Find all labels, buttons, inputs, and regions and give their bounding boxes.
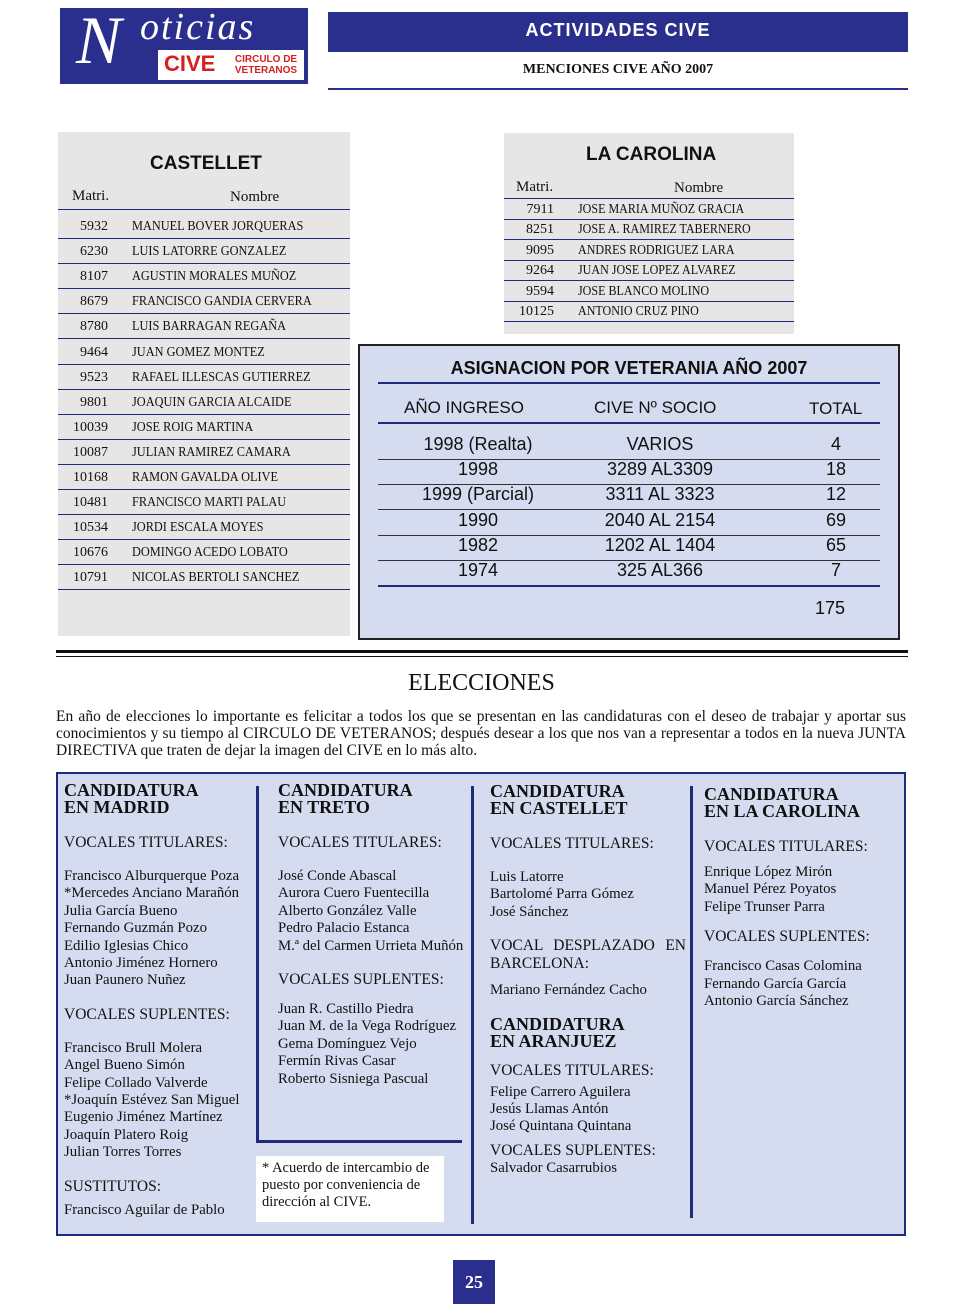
candidate-name: José Quintana Quintana xyxy=(490,1118,632,1135)
candidate-name: Felipe Trunser Parra xyxy=(704,898,825,915)
nombre-cell: JOSE BLANCO MOLINO xyxy=(578,283,710,299)
madrid-sustitutos-label: SUSTITUTOS: xyxy=(64,1177,162,1195)
castellet-desplazado-label: VOCAL DESPLAZADO EN BARCELONA: xyxy=(490,937,686,973)
madrid-titulares-label: VOCALES TITULARES: xyxy=(64,834,228,851)
logo-word: oticias xyxy=(140,6,256,48)
castellet-titulares-list xyxy=(490,869,686,921)
asignacion-head-rule xyxy=(378,422,880,424)
asignacion-total-cell: 69 xyxy=(825,509,847,530)
nombre-cell: JOSE MARIA MUÑOZ GRACIA xyxy=(578,202,745,217)
nombre-cell: DOMINGO ACEDO LOBATO xyxy=(132,545,288,561)
page-subtitle: MENCIONES CIVE AÑO 2007 xyxy=(522,62,714,77)
matri-cell: 5932 xyxy=(80,219,108,234)
candidate-name: Enrique López Mirón xyxy=(704,864,833,880)
table-row xyxy=(504,281,794,302)
castellet-col-matri: Matri. xyxy=(72,188,110,204)
treto-box-bottom xyxy=(256,1140,462,1143)
nombre-cell: JOSE A. RAMIREZ TABERNERO xyxy=(578,222,751,238)
madrid-title-2: EN MADRID xyxy=(64,797,170,817)
asignacion-socio-cell: VARIOS xyxy=(626,434,694,454)
madrid-titulares-list xyxy=(64,868,252,990)
matri-cell: 10676 xyxy=(73,545,108,561)
matri-cell: 9801 xyxy=(80,394,108,410)
candidate-name: Edilio Iglesias Chico xyxy=(64,937,189,954)
asignacion-total-cell: 65 xyxy=(825,534,847,555)
table-row xyxy=(58,314,350,339)
nombre-cell: FRANCISCO GANDIA CERVERA xyxy=(132,294,312,310)
asignacion-ingreso-cell: 1974 xyxy=(457,560,499,580)
candidate-name: Gema Domínguez Vejo xyxy=(278,1035,417,1052)
carolina-col-nombre: Nombre xyxy=(674,180,724,196)
nombre-cell: JUAN GOMEZ MONTEZ xyxy=(132,344,265,360)
candidate-name: Bartolomé Parra Gómez xyxy=(490,886,634,903)
asignacion-col-total: TOTAL xyxy=(809,399,863,418)
nombre-cell: NICOLAS BERTOLI SANCHEZ xyxy=(132,570,300,586)
table-row xyxy=(58,214,350,239)
madrid-suplentes-list xyxy=(64,1040,252,1162)
table-row xyxy=(58,239,350,264)
carolina-titulares-label: VOCALES TITULARES: xyxy=(704,838,868,855)
nombre-cell: JOAQUIN GARCIA ALCAIDE xyxy=(132,394,292,410)
candidate-name: Francisco Brull Molera xyxy=(64,1039,203,1056)
carolina-title: LA CAROLINA xyxy=(586,144,717,165)
candidate-name: Francisco Alburquerque Poza xyxy=(64,868,240,884)
nombre-cell: MANUEL BOVER JORQUERAS xyxy=(132,219,304,234)
candidate-name: Alberto González Valle xyxy=(278,902,417,919)
matri-cell: 10087 xyxy=(73,444,108,460)
treto-suplentes-label: VOCALES SUPLENTES: xyxy=(278,971,444,989)
madrid-title-1: CANDIDATURA xyxy=(64,780,199,800)
matri-cell: 7911 xyxy=(526,202,554,217)
aranjuez-titulares-label: VOCALES TITULARES: xyxy=(490,1061,654,1079)
logo-subtitle xyxy=(228,54,304,76)
nombre-cell: ANTONIO CRUZ PINO xyxy=(578,304,699,319)
asignacion-ingreso-cell: 1998 xyxy=(457,459,499,480)
section-separator-thin xyxy=(56,656,908,657)
treto-titulares-label: VOCALES TITULARES: xyxy=(278,834,442,851)
nombre-cell: JULIAN RAMIREZ CAMARA xyxy=(132,444,291,460)
candidatura-castellet xyxy=(490,783,686,1177)
page-number: 25 xyxy=(453,1260,495,1304)
candidate-name: José Sánchez xyxy=(490,903,569,920)
table-row xyxy=(58,465,350,490)
carolina-suplentes-label: VOCALES SUPLENTES: xyxy=(704,928,870,946)
asignacion-grand-total: 175 xyxy=(814,598,846,618)
candidate-name: Julia García Bueno xyxy=(64,902,178,919)
nombre-cell: RAMON GAVALDA OLIVE xyxy=(132,470,279,485)
candidate-name: Fernando García García xyxy=(704,975,847,992)
nombre-cell: LUIS LATORRE GONZALEZ xyxy=(132,244,287,260)
table-row xyxy=(58,365,350,390)
candidate-name: Aurora Cuero Fuentecilla xyxy=(278,885,430,902)
matri-cell: 10481 xyxy=(73,495,108,511)
candidate-name: M.ª del Carmen Urrieta Muñón xyxy=(278,937,464,954)
carolina-cand-title-1: CANDIDATURA xyxy=(704,784,839,804)
nombre-cell: JOSE ROIG MARTINA xyxy=(132,419,254,435)
asignacion-socio-cell: 325 AL366 xyxy=(616,560,704,580)
aranjuez-suplentes-list xyxy=(490,1160,686,1177)
candidate-name: Juan R. Castillo Piedra xyxy=(278,1001,414,1018)
castellet-title-2: EN CASTELLET xyxy=(490,798,628,818)
castellet-header-rule xyxy=(58,209,350,210)
castellet-desplazado-list xyxy=(490,982,686,999)
candidatura-carolina xyxy=(704,786,900,1010)
aranjuez-suplentes-label: VOCALES SUPLENTES: xyxy=(490,1141,656,1159)
castellet-title: CASTELLET xyxy=(150,153,262,174)
aranjuez-titulares-list xyxy=(490,1084,686,1136)
candidate-name: Antonio Jiménez Hornero xyxy=(64,955,218,972)
section-separator xyxy=(56,650,908,653)
candidate-name: Roberto Sisniega Pascual xyxy=(278,1070,429,1087)
matri-cell: 10168 xyxy=(73,470,108,485)
table-row xyxy=(504,301,794,322)
candidate-name: Francisco Casas Colomina xyxy=(704,958,862,975)
treto-title-2: EN TRETO xyxy=(278,797,370,817)
table-row xyxy=(504,240,794,261)
candidate-name: Felipe Collado Valverde xyxy=(64,1074,208,1091)
candidatura-treto xyxy=(278,782,468,1088)
table-row xyxy=(58,289,350,314)
matri-cell: 9264 xyxy=(526,263,554,279)
column-divider xyxy=(256,786,259,1142)
candidate-name: *Mercedes Anciano Marañón xyxy=(64,885,240,902)
table-row xyxy=(504,260,794,281)
nombre-cell: FRANCISCO MARTI PALAU xyxy=(132,495,287,511)
carolina-col-matri: Matri. xyxy=(516,179,554,195)
elecciones-intro: En año de elecciones lo importante es felicitar a todos los que se presentan en las candidaturas con el deseo de trabajar y aportar sus conocimientos y su tiempo al CIRCULO DE VETERANOS; después desear a los que nos van a representar a todos en la nueva JUNTA DIRECTIVA que traten de dejar la imagen del CIVE en lo más alto. xyxy=(56,708,906,759)
asignacion-ingreso-cell: 1982 xyxy=(457,534,499,555)
aranjuez-title-1: CANDIDATURA xyxy=(490,1013,625,1034)
nombre-cell: ANDRES RODRIGUEZ LARA xyxy=(578,242,735,258)
candidate-name: Juan Paunero Nuñez xyxy=(64,972,186,989)
castellet-col-nombre: Nombre xyxy=(230,189,280,205)
asignacion-ingreso-cell: 1999 (Parcial) xyxy=(421,484,535,505)
nombre-cell: JORDI ESCALA MOYES xyxy=(132,520,264,536)
table-row xyxy=(58,415,350,440)
madrid-sustitutos-list xyxy=(64,1202,252,1219)
table-row xyxy=(58,540,350,565)
asignacion-socio-cell: 1202 AL 1404 xyxy=(604,534,716,555)
logo-cive: CIVE xyxy=(164,51,216,76)
candidate-name: Felipe Carrero Aguilera xyxy=(490,1083,631,1100)
candidate-name: Pedro Palacio Estanca xyxy=(278,920,410,937)
matri-cell: 10791 xyxy=(73,570,108,586)
asignacion-title-rule xyxy=(378,382,880,384)
asignacion-row-rule xyxy=(378,585,880,587)
nombre-cell: LUIS BARRAGAN REGAÑA xyxy=(132,319,287,335)
asignacion-total-cell: 12 xyxy=(825,484,847,505)
asignacion-ingreso-cell: 1990 xyxy=(457,509,499,530)
matri-cell: 8107 xyxy=(80,269,108,285)
aranjuez-title-2: EN ARANJUEZ xyxy=(490,1030,617,1051)
matri-cell: 9594 xyxy=(526,283,554,299)
subtitle-rule xyxy=(328,88,908,90)
candidate-name: Juan M. de la Vega Rodríguez xyxy=(278,1018,457,1035)
nombre-cell: AGUSTIN MORALES MUÑOZ xyxy=(132,269,297,285)
candidate-name: Joaquín Platero Roig xyxy=(64,1126,189,1143)
matri-cell: 10534 xyxy=(73,520,108,536)
asignacion-ingreso-cell: 1998 (Realta) xyxy=(423,434,533,454)
asignacion-total-cell: 18 xyxy=(825,459,847,480)
treto-suplentes-list xyxy=(278,1001,468,1088)
nombre-cell: JUAN JOSE LOPEZ ALVAREZ xyxy=(578,263,736,279)
matri-cell: 10039 xyxy=(73,419,108,435)
candidate-name: Francisco Aguilar de Pablo xyxy=(64,1201,225,1218)
candidate-name: Salvador Casarrubios xyxy=(490,1159,617,1176)
matri-cell: 8251 xyxy=(526,222,554,238)
asignacion-socio-cell: 3311 AL 3323 xyxy=(605,484,715,505)
candidate-name: Antonio García Sánchez xyxy=(704,993,849,1010)
treto-titulares-list xyxy=(278,868,468,955)
elecciones-title: ELECCIONES xyxy=(408,670,555,696)
candidate-name: Eugenio Jiménez Martínez xyxy=(64,1109,223,1126)
candidatura-madrid xyxy=(64,782,252,1219)
matri-cell: 8679 xyxy=(80,294,108,310)
asignacion-col-socio: CIVE Nº SOCIO xyxy=(594,398,717,417)
table-row xyxy=(58,264,350,289)
treto-title-1: CANDIDATURA xyxy=(278,780,413,800)
nombre-cell: RAFAEL ILLESCAS GUTIERREZ xyxy=(132,369,311,385)
asignacion-socio-cell: 2040 AL 2154 xyxy=(604,509,716,530)
table-row xyxy=(504,219,794,240)
candidate-name: Mariano Fernández Cacho xyxy=(490,982,647,999)
candidate-name: Fermín Rivas Casar xyxy=(278,1053,396,1070)
matri-cell: 6230 xyxy=(80,244,108,260)
candidate-name: Manuel Pérez Poyatos xyxy=(704,881,837,898)
table-row xyxy=(58,390,350,415)
table-row xyxy=(504,199,794,220)
matri-cell: 10125 xyxy=(519,304,554,319)
candidate-name: Fernando Guzmán Pozo xyxy=(64,920,208,937)
table-row xyxy=(58,565,350,590)
section-title: ACTIVIDADES CIVE xyxy=(525,20,711,40)
asignacion-socio-cell: 3289 AL3309 xyxy=(606,459,714,480)
matri-cell: 9523 xyxy=(80,369,108,385)
candidate-name: Julian Torres Torres xyxy=(64,1144,182,1161)
asignacion-title: ASIGNACION POR VETERANIA AÑO 2007 xyxy=(450,358,808,378)
castellet-table xyxy=(58,132,350,636)
madrid-suplentes-label: VOCALES SUPLENTES: xyxy=(64,1005,230,1023)
matri-cell: 9464 xyxy=(80,344,108,360)
table-row xyxy=(58,515,350,540)
matri-cell: 8780 xyxy=(80,319,108,335)
carolina-suplentes-list xyxy=(704,958,900,1010)
table-row xyxy=(58,340,350,365)
matri-cell: 9095 xyxy=(526,242,554,258)
castellet-title-1: CANDIDATURA xyxy=(490,781,625,801)
asignacion-total-cell: 4 xyxy=(830,434,841,454)
candidate-name: Luis Latorre xyxy=(490,869,564,885)
logo-letter: N xyxy=(76,2,122,78)
column-divider xyxy=(471,786,474,1224)
carolina-table xyxy=(504,133,794,334)
candidate-name: Angel Bueno Simón xyxy=(64,1057,185,1074)
asignacion-col-ingreso: AÑO INGRESO xyxy=(404,398,524,417)
candidate-name: José Conde Abascal xyxy=(278,868,397,884)
asignacion-total-cell: 7 xyxy=(830,560,841,580)
logo-sub-line2: VETERANOS xyxy=(234,65,298,76)
carolina-titulares-list xyxy=(704,864,900,916)
candidate-name: Jesús Llamas Antón xyxy=(490,1101,609,1118)
table-row xyxy=(58,490,350,515)
carolina-cand-title-2: EN LA CAROLINA xyxy=(704,801,861,821)
candidate-name: *Joaquín Estévez San Miguel xyxy=(64,1092,240,1109)
castellet-titulares-label: VOCALES TITULARES: xyxy=(490,835,654,852)
acuerdo-note: * Acuerdo de intercambio de puesto por conveniencia de dirección al CIVE. xyxy=(256,1156,444,1222)
column-divider xyxy=(690,786,693,1218)
logo-sub-line1: CIRCULO DE xyxy=(234,54,298,65)
table-row xyxy=(58,440,350,465)
